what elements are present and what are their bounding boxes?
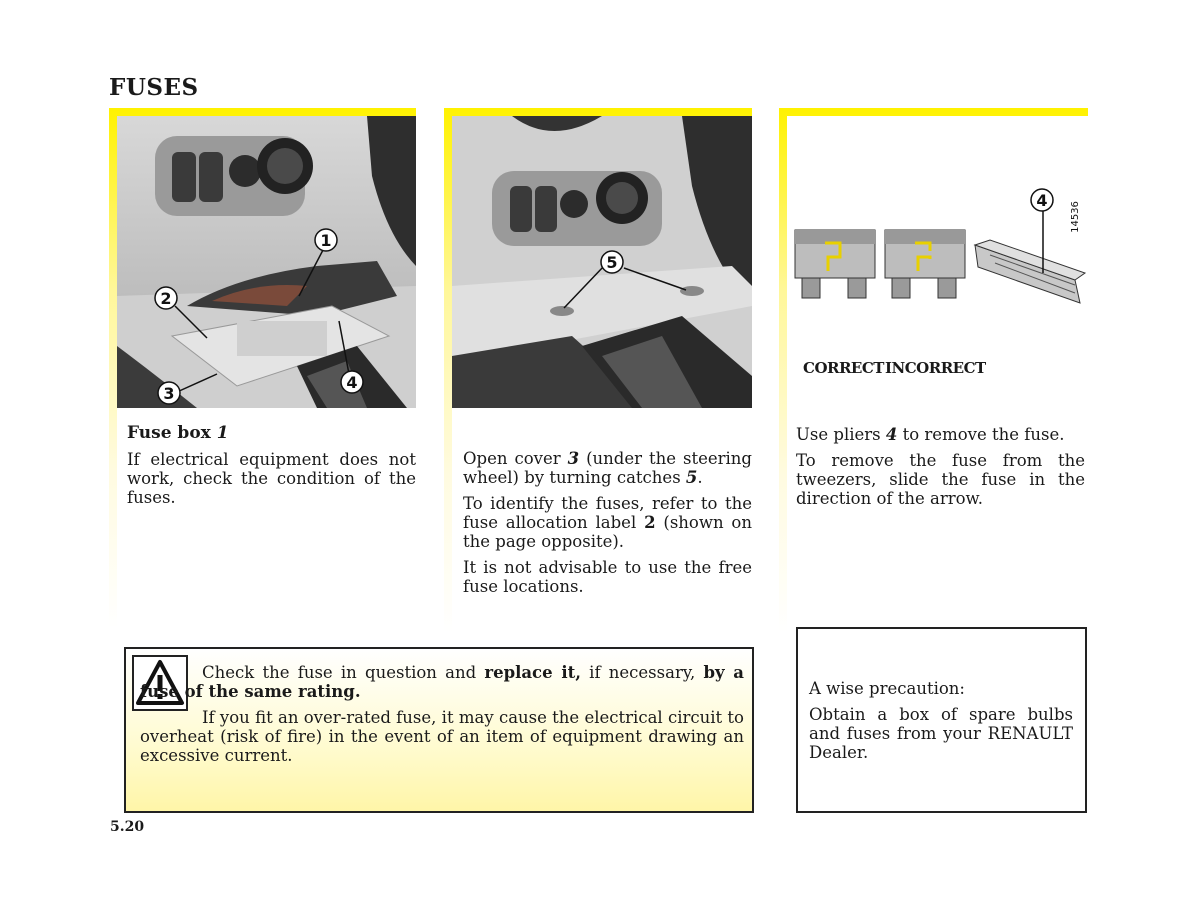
column-1-body: If electrical equipment does not work, check the condition of the fuses. — [127, 450, 416, 507]
page-title: FUSES — [109, 74, 199, 101]
advice-paragraph-1: A wise precaution: — [809, 679, 965, 698]
warning-paragraph-1: Check the fuse in question and replace it, if necessary, by a fuse of the same rating. — [140, 663, 744, 701]
page-number: 5.20 — [110, 819, 145, 835]
callout-2: 2 — [160, 289, 172, 308]
cover-photo — [452, 116, 752, 408]
fuse-diagram — [790, 185, 1088, 315]
column-3-text — [796, 425, 1085, 515]
warning-text — [140, 663, 744, 772]
column-3-paragraph-2: To remove the fuse from the tweezers, slide the fuse in the direction of the arrow. — [796, 451, 1085, 508]
column-1-text — [127, 424, 416, 514]
advice-paragraph-2: Obtain a box of spare bulbs and fuses from your RENAULT Dealer. — [809, 705, 1073, 762]
fuse-box-photo — [117, 116, 416, 408]
callout-3: 3 — [163, 384, 175, 403]
column-2-text — [463, 449, 752, 603]
column-3-paragraph-1: Use pliers 4 to remove the fuse. — [796, 425, 1065, 444]
fuse-box-heading: Fuse box 1 — [127, 423, 229, 443]
callout-4: 4 — [346, 373, 358, 392]
label-correct: CORRECT — [803, 359, 884, 377]
column-2-paragraph-1: Open cover 3 (under the steering wheel) by turning catches 5. — [463, 449, 752, 487]
warning-paragraph-2: If you fit an over-rated fuse, it may cause the electrical circuit to overheat (risk of fire) in the event of an item of equipment drawing an excessive current. — [140, 708, 744, 765]
warning-box — [124, 647, 754, 813]
figure-code: 14536 — [1070, 201, 1081, 233]
column-2-paragraph-2: To identify the fuses, refer to the fuse allocation label 2 (shown on the page opposite). — [463, 494, 752, 551]
correct-fuse-figure — [795, 230, 875, 298]
callout-5: 5 — [606, 253, 618, 272]
callout-1: 1 — [320, 231, 332, 250]
pliers-figure — [975, 211, 1085, 303]
column-2-paragraph-3: It is not advisable to use the free fuse locations. — [463, 558, 752, 596]
advice-box — [796, 627, 1087, 813]
label-incorrect: INCORRECT — [885, 359, 986, 377]
callout-4-pliers: 4 — [1036, 191, 1048, 210]
incorrect-fuse-figure — [885, 230, 965, 298]
advice-text — [809, 679, 1073, 769]
